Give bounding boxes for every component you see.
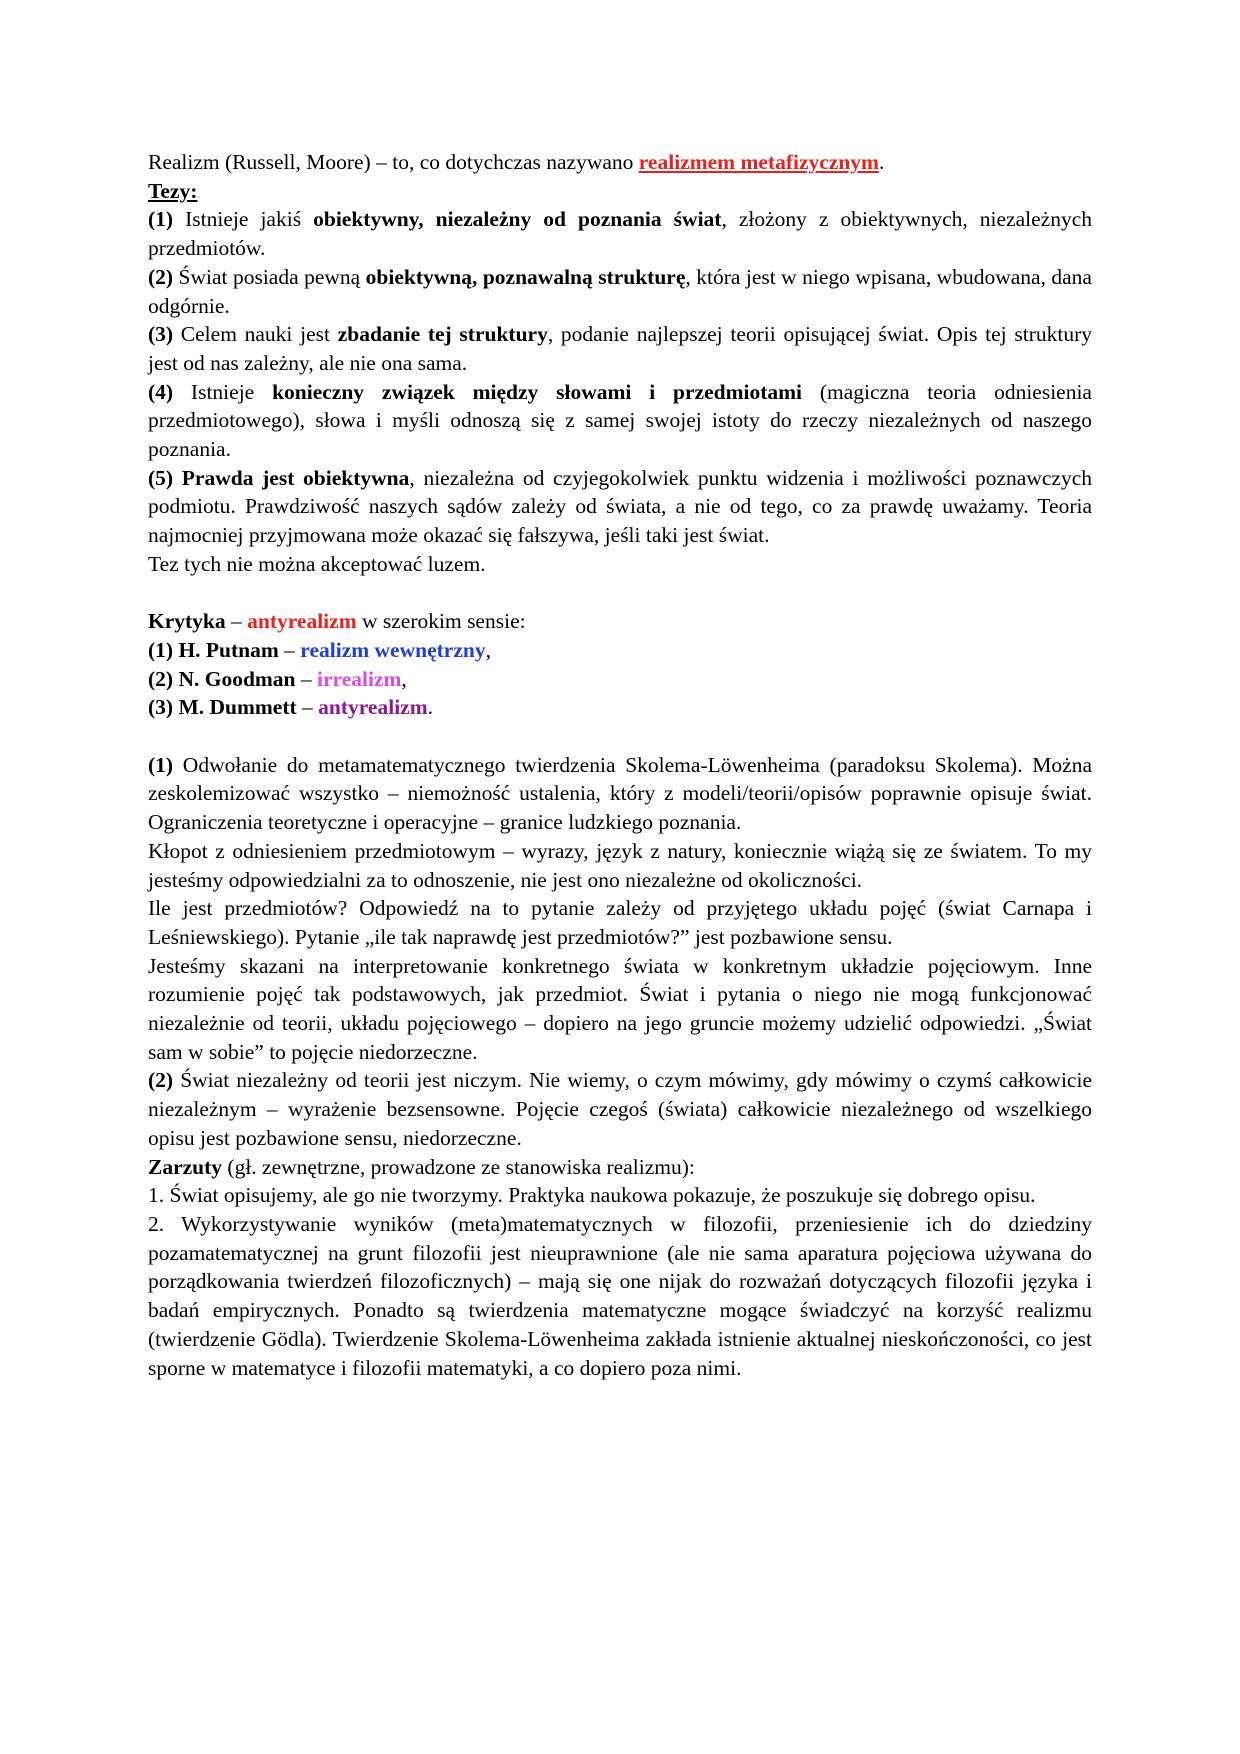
blank-line bbox=[148, 579, 1092, 608]
zarzut-item: 1. Świat opisujemy, ale go nie tworzymy. Praktyka naukowa pokazuje, że poszukuje się dobrego opisu. bbox=[148, 1183, 1036, 1208]
realizm-metafizyczny-link[interactable]: realizmem metafizycznym bbox=[638, 150, 879, 174]
tezy-note: Tez tych nie można akceptować luzem. bbox=[148, 551, 486, 576]
critic-goodman: (2) N. Goodman – irrealizm, bbox=[148, 666, 407, 691]
section1-paragraph: Jesteśmy skazani na interpretowanie konkretnego świata w konkretnym układzie pojęciowym. Inne rozumienie pojęć tak podstawowych, jak przedmiot. Świat i pytania o niego nie mogą funkcjonować niezależnie od teorii, układu pojęciowego – dopiero na jego gruncie możemy udzielić odpowiedzi. „Świat sam w sobie” to pojęcie niedorzeczne. bbox=[148, 953, 1092, 1064]
thesis-3: (3) Celem nauki jest zbadanie tej struktury, podanie najlepszej teorii opisującej świat. Opis tej struktury jest od nas zależny, ale nie ona sama. bbox=[148, 322, 1092, 375]
zarzuty-heading: Zarzuty (gł. zewnętrzne, prowadzone ze stanowiska realizmu): bbox=[148, 1154, 695, 1179]
krytyka-line: Krytyka – antyrealizm w szerokim sensie: bbox=[148, 609, 526, 634]
section1-paragraph: (1) Odwołanie do metamatematycznego twierdzenia Skolema-Löwenheima (paradoksu Skolema). Można zeskolemizować wszystko – niemożność ustalenia, który z modeli/teorii/opisów poprawnie opisuje świat. Ograniczenia teoretyczne i operacyjne – granice ludzkiego poznania. bbox=[148, 752, 1092, 835]
intro-text: Realizm (Russell, Moore) – to, co dotychczas nazywano bbox=[148, 150, 639, 174]
intro-paragraph: Realizm (Russell, Moore) – to, co dotychczas nazywano realizmem metafizycznym. bbox=[148, 150, 885, 174]
thesis-5: (5) Prawda jest obiektywna, niezależna od czyjegokolwiek punktu widzenia i możliwości poznawczych podmiotu. Prawdziwość naszych sądów zależy od świata, a nie od tego, co za prawdę uważamy. Teoria najmocniej przyjmowana może okazać się fałszywa, jeśli taki jest świat. bbox=[148, 465, 1093, 548]
section1-paragraph: Ile jest przedmiotów? Odpowiedź na to pytanie zależy od przyjętego układu pojęć (świat Carnapa i Leśniewskiego). Pytanie „ile tak naprawdę jest przedmiotów?” jest pozbawione sensu. bbox=[148, 896, 1092, 949]
tezy-heading: Tezy: bbox=[148, 178, 198, 203]
section1-paragraph: Kłopot z odniesieniem przedmiotowym – wyrazy, język z natury, koniecznie wiążą się ze światem. To my jesteśmy odpowiedzialni za to odnoszenie, nie jest ono niezależne od okoliczności. bbox=[148, 838, 1092, 892]
blank-line bbox=[148, 722, 1092, 751]
thesis-1: (1) Istnieje jakiś obiektywny, niezależny od poznania świat, złożony z obiektywnych, niezależnych przedmiotów. bbox=[148, 207, 1092, 261]
critic-dummett: (3) M. Dummett – antyrealizm. bbox=[148, 695, 433, 720]
critic-putnam: (1) H. Putnam – realizm wewnętrzny, bbox=[148, 637, 491, 662]
section2-paragraph: (2) Świat niezależny od teorii jest niczym. Nie wiemy, o czym mówimy, gdy mówimy o czymś całkowicie niezależnym – wyrażenie bezsensowne. Pojęcie czegoś (świata) całkowicie niezależnego od wszelkiego opisu jest pozbawione sensu, niedorzeczne. bbox=[148, 1068, 1092, 1150]
thesis-4: (4) Istnieje konieczny związek między słowami i przedmiotami (magiczna teoria odniesienia przedmiotowego), słowa i myśli odnoszą się z samej swojej istoty do rzeczy niezależnych od naszego poznania. bbox=[148, 379, 1092, 462]
document-page bbox=[148, 148, 1092, 1382]
zarzut-item: 2. Wykorzystywanie wyników (meta)matematycznych w filozofii, przeniesienie ich do dziedziny pozamatematycznej na grunt filozofii jest nieuprawnione (ale nie sama aparatura pojęciowa używana do porządkowania twierdzeń filozoficznych) – mają się one nijak do rozważań dotyczących filozofii języka i badań empirycznych. Ponadto są twierdzenia matematyczne mogące świadczyć na korzyść realizmu (twierdzenie Gödla). Twierdzenie Skolema-Löwenheima zakłada istnienie aktualnej nieskończoności, co jest sporne w matematyce i filozofii matematyki, a co dopiero poza nimi. bbox=[148, 1211, 1092, 1380]
thesis-2: (2) Świat posiada pewną obiektywną, poznawalną strukturę, która jest w niego wpisana, wbudowana, dana odgórnie. bbox=[148, 264, 1092, 318]
